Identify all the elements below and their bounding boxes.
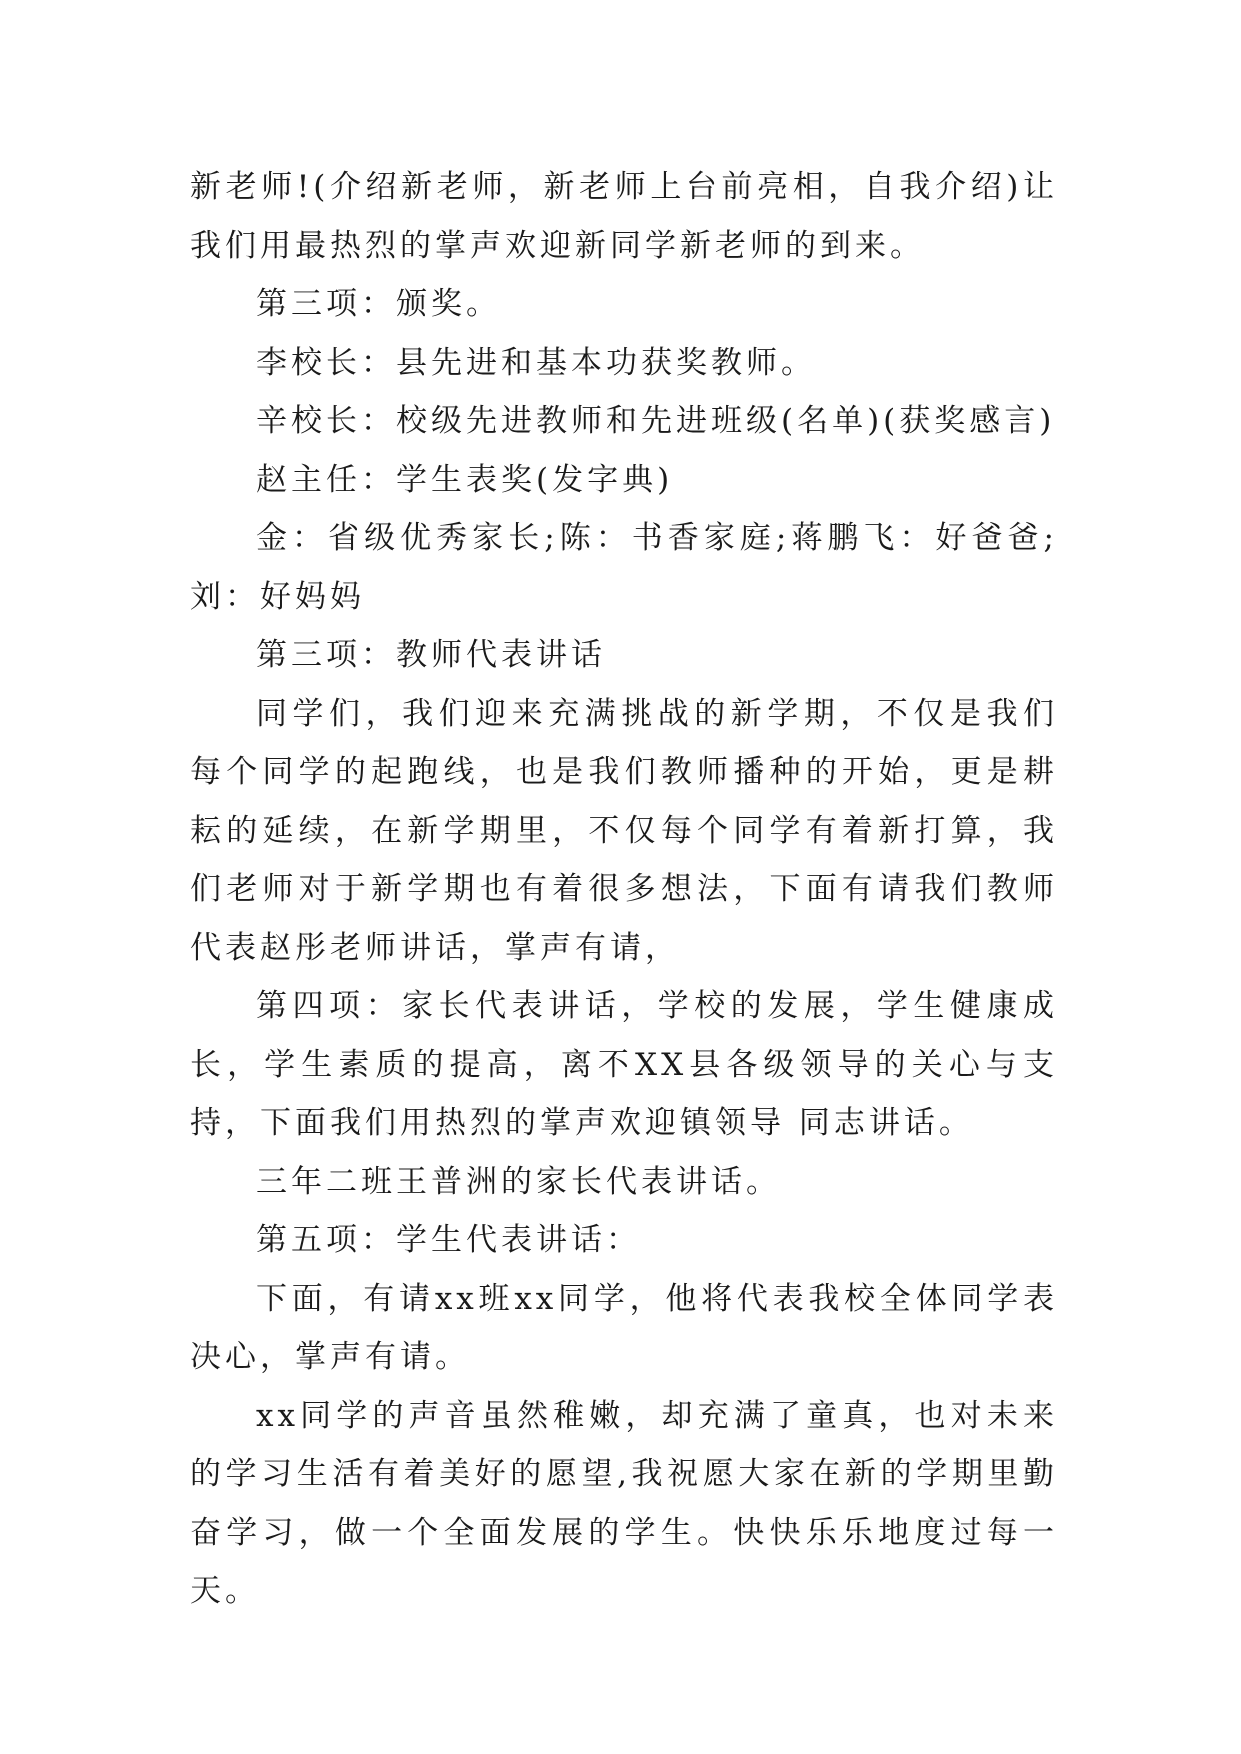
paragraph-director-zhao: 赵主任：学生表奖(发字典) <box>256 461 674 498</box>
paragraph-principal-xin: 辛校长：校级先进教师和先进班级(名单)(获奖感言) <box>256 403 1056 439</box>
paragraph-student-intro: 下面，有请xx班xx同学，他将代表我校全体同学表决心，掌声有请。 <box>190 1280 1058 1375</box>
paragraph-principal-li: 李校长：县先进和基本功获奖教师。 <box>256 344 816 381</box>
paragraph-item-5-student-speech: 第五项：学生代表讲话： <box>256 1222 641 1258</box>
paragraph-parent-awards: 金：省级优秀家长;陈：书香家庭;蒋鹏飞：好爸爸;刘：好妈妈 <box>190 520 1058 615</box>
paragraph-closing: xx同学的声音虽然稚嫩，却充满了童真，也对未来的学习生活有着美好的愿望,我祝愿大家在新的学期里勤奋学习，做一个全面发展的学生。快快乐乐地度过每一天。 <box>190 1397 1058 1609</box>
paragraph-continuation: 新老师!(介绍新老师，新老师上台前亮相，自我介绍)让我们用最热烈的掌声欢迎新同学新老师的到来。 <box>190 169 1058 264</box>
paragraph-teacher-intro: 同学们，我们迎来充满挑战的新学期，不仅是我们每个同学的起跑线，也是我们教师播种的开始，更是耕耘的延续，在新学期里，不仅每个同学有着新打算，我们老师对于新学期也有着很多想法，下面有请我们教师代表赵彤老师讲话，掌声有请， <box>190 695 1058 966</box>
paragraph-item-3-award: 第三项：颁奖。 <box>256 286 501 322</box>
document-body <box>190 158 1058 1621</box>
paragraph-item-4-parent-speech: 第四项：家长代表讲话，学校的发展，学生健康成长，学生素质的提高，离不XX县各级领导的关心与支持，下面我们用热烈的掌声欢迎镇领导 同志讲话。 <box>190 988 1058 1141</box>
paragraph-item-3-teacher-speech: 第三项：教师代表讲话 <box>256 637 606 673</box>
paragraph-parent-representative: 三年二班王普洲的家长代表讲话。 <box>256 1163 781 1200</box>
